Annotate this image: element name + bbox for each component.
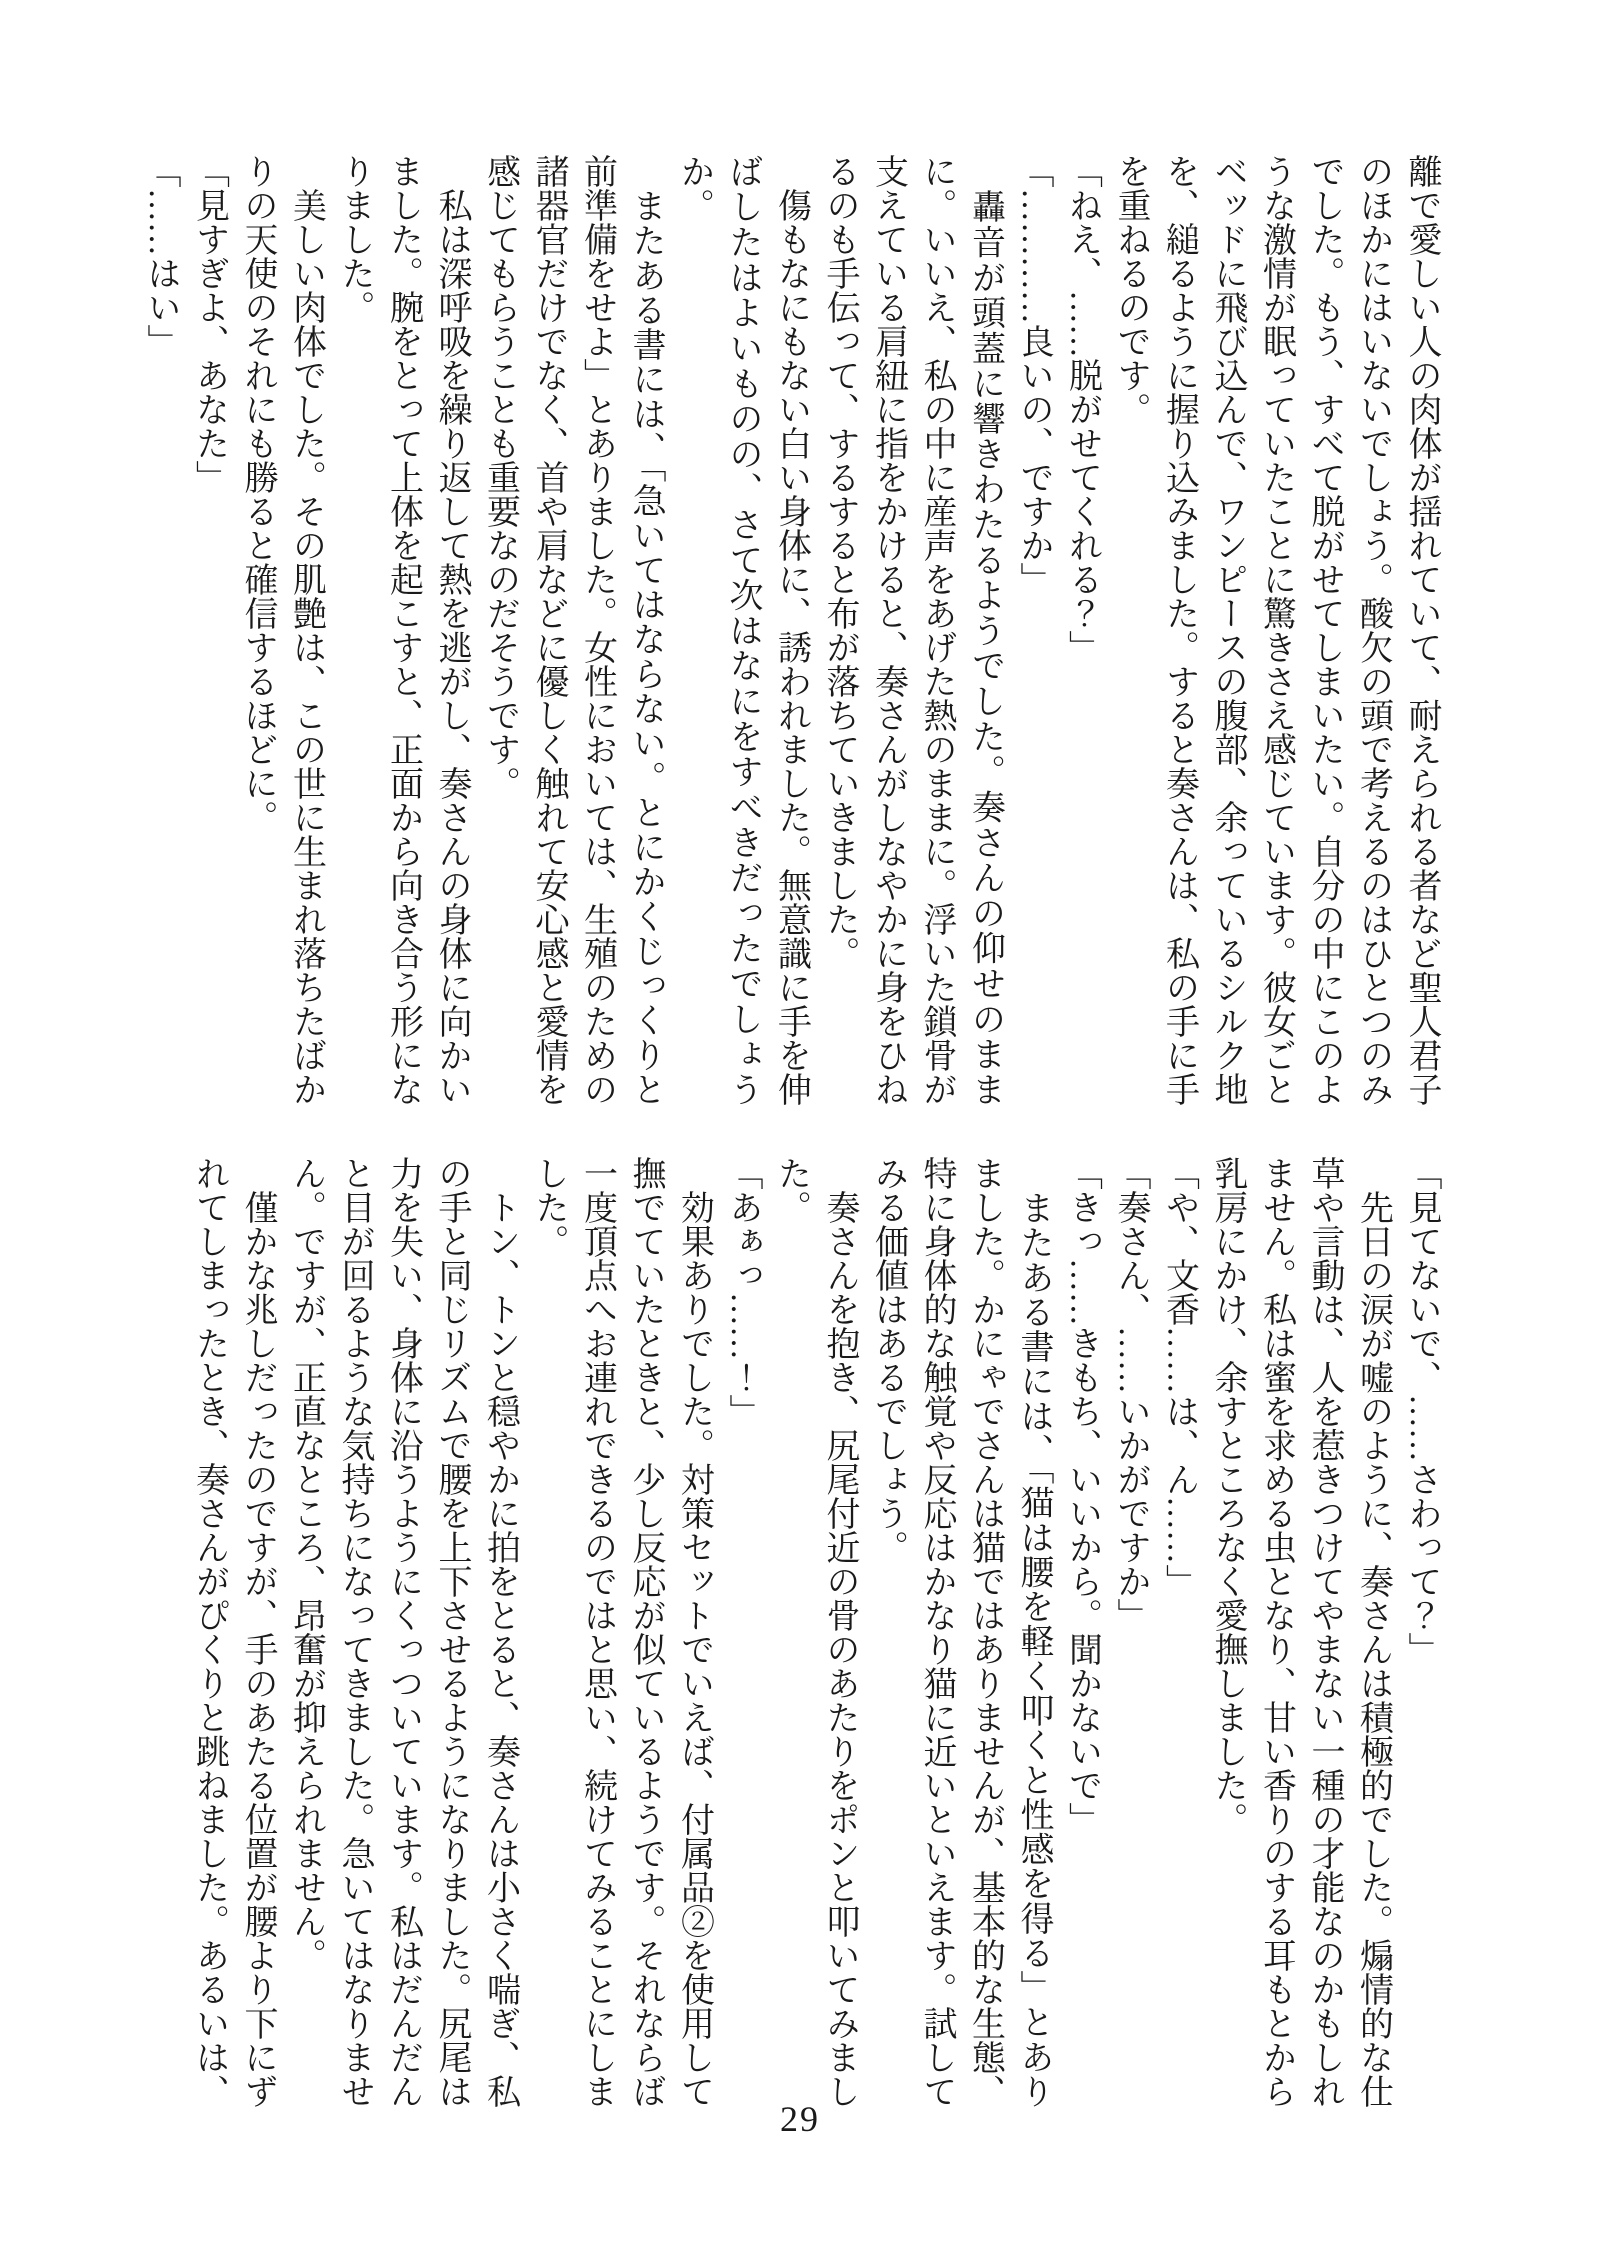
- paragraph: 僅かな兆しだったのですが、手のあたる位置が腰より下にずれてしまったとき、奏さんがぴくりと跳ねました。あるいは、: [190, 1156, 276, 2108]
- paragraph: 「奏さん、……いかがですか」: [1112, 1156, 1149, 1632]
- page-number: 29: [780, 2099, 820, 2139]
- paragraph: 私は深呼吸を繰り返して熱を逃がし、奏さんの身体に向かいました。腕をとって上体を起こすと、正面から向き合う形になりました。: [336, 154, 470, 1106]
- paragraph: 「見てないで、……さわって？」: [1403, 1156, 1440, 1666]
- paragraph: 「見すぎよ、あなた」: [190, 154, 228, 494]
- paragraph: またある書には、「猫は腰を軽く叩くと性感を得る」とありました。かにゃでさんは猫ではありませんが、基本的な生態、特に身体的な触覚や反応はかなり猫に近いといえます。試してみる価値はあるでしょう。: [869, 1156, 1052, 2109]
- text-block-bottom: [184, 1156, 1445, 2108]
- paragraph: 「や、文香……は、ん……」: [1160, 1156, 1198, 1598]
- paragraph: 「……はい」: [142, 154, 179, 358]
- paragraph: 「あぁっ……！」: [724, 1156, 761, 1428]
- paragraph: 美しい肉体でした。その肌艶は、この世に生まれ落ちたばかりの天使のそれにも勝ると確信するほどに。: [239, 154, 325, 1106]
- paragraph: 「…………良いの、ですか」: [1015, 154, 1052, 596]
- paragraph: 「きっ……きもち、いいから。聞かないで」: [1063, 1156, 1101, 1836]
- paragraph: 効果ありでした。対策セットでいえば、付属品②を使用して撫でていたときと、少し反応が似ているようです。それならば一度頂点へお連れできるのではと思い、続けてみることにしました。: [530, 1156, 713, 2108]
- paragraph: 傷もなにもない白い身体に、誘われました。無意識に手を伸ばしたはよいものの、さて次はなにをすべきだったでしょうか。: [675, 154, 810, 1106]
- paragraph: 轟音が頭蓋に響きわたるようでした。奏さんの仰せのままに。いいえ、私の中に産声をあげた熱のままに。浮いた鎖骨が支えている肩紐に指をかけると、奏さんがしなやかに身をひねるのも手伝って、するすると布が落ちていきました。: [821, 154, 1004, 1106]
- text-block-top: [136, 154, 1446, 1106]
- paragraph: 離で愛しい人の肉体が揺れていて、耐えられる者など聖人君子のほかにはいないでしょう。酸欠の頭で考えるのはひとつのみでした。もう、すべて脱がせてしまいたい。自分の中にこのような激情が眠っていたことに驚きさえ感じています。彼女ごとベッドに飛び込んで、ワンピースの腹部、余っているシルク地を、縋るように握り込みました。すると奏さんは、私の手に手を重ねるのです。: [1112, 154, 1440, 1106]
- paragraph: トン、トンと穏やかに拍をとると、奏さんは小さく喘ぎ、私の手と同じリズムで腰を上下させるようになりました。尻尾は力を失い、身体に沿うようにくっついています。私はだんだんと目が回るような気持ちになってきました。急いてはなりません。ですが、正直なところ、昂奮が抑えられません。: [287, 1156, 519, 2108]
- paragraph: またある書には、「急いてはならない。とにかくじっくりと前準備をせよ」とありました。女性においては、生殖のための諸器官だけでなく、首や肩などに優しく触れて安心感と愛情を感じてもらうことも重要なのだそうです。: [481, 154, 664, 1106]
- paragraph: 奏さんを抱き、尻尾付近の骨のあたりをポンと叩いてみました。: [772, 1156, 858, 2108]
- paragraph: 「ねえ、……脱がせてくれる？」: [1063, 154, 1101, 664]
- paragraph: 先日の涙が嘘のように、奏さんは積極的でした。煽情的な仕草や言動は、人を惹きつけてやまない一種の才能なのかもしれません。私は蜜を求める虫となり、甘い香りのする耳もとから乳房にかけ、余すところなく愛撫しました。: [1209, 1156, 1392, 2108]
